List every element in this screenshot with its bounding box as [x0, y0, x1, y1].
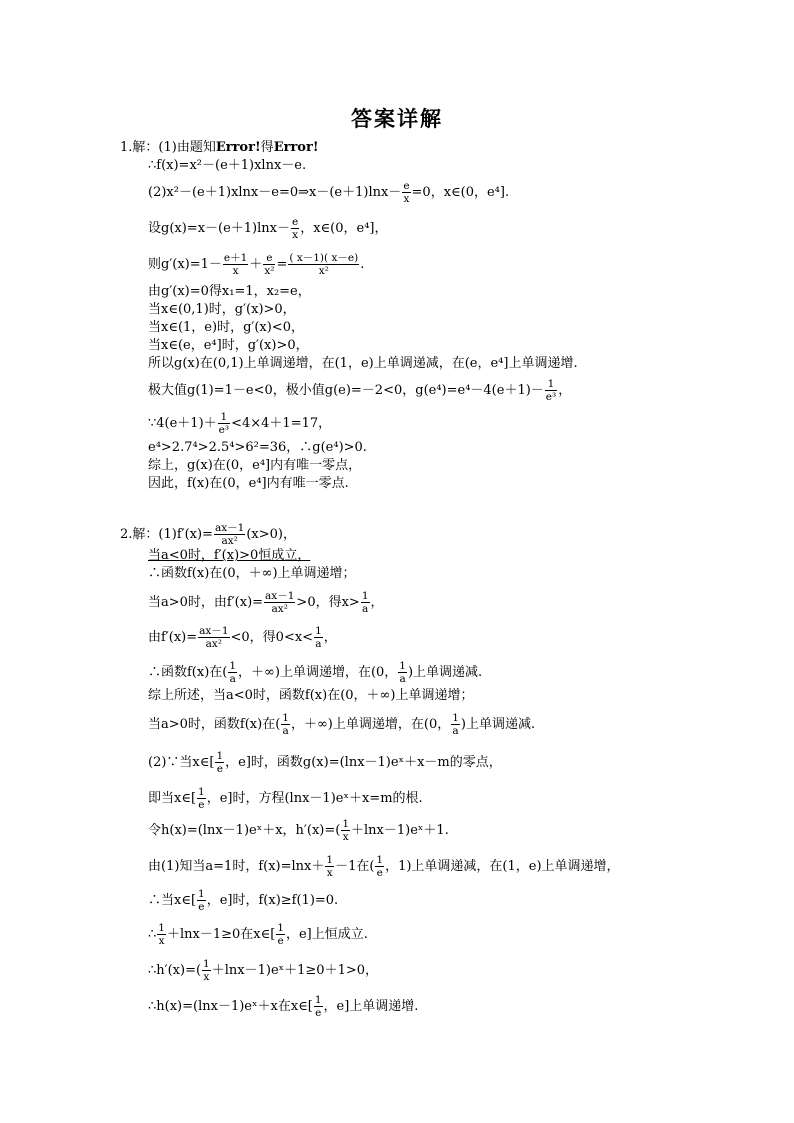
denominator: x — [342, 831, 349, 843]
page-title: 答案详解 — [351, 106, 443, 131]
denominator: e³ — [545, 391, 557, 403]
numerator: 1 — [158, 922, 165, 934]
denominator: e — [277, 935, 284, 947]
text: 当a>0时，函数f(x)在( — [148, 717, 281, 732]
text: ，e]时，函数g(x)=(lnx－1)eˣ＋x－m的零点， — [225, 755, 502, 770]
text: 令h(x)=(lnx－1)eˣ＋x，h′(x)=( — [148, 823, 341, 838]
denominator: a — [315, 638, 322, 650]
numerator: 1 — [277, 922, 284, 934]
denominator: a — [229, 673, 236, 685]
q1-line-7: 当x∈(0,1)时，g′(x)>0， — [148, 302, 296, 317]
denominator: x — [158, 935, 165, 947]
fraction — [263, 252, 275, 277]
error-text: Error! — [215, 140, 261, 155]
q1-line-12 — [148, 411, 331, 436]
text: ∴h(x)=(lnx－1)eˣ＋x在x∈[ — [148, 999, 313, 1014]
fraction — [402, 180, 410, 205]
fraction — [451, 712, 460, 737]
q2-line-15 — [148, 958, 378, 983]
numerator: 1 — [399, 660, 406, 672]
q2-line-4 — [148, 590, 384, 615]
q1-line-8: 当x∈(1，e)时，g′(x)<0， — [148, 320, 304, 335]
text: . — [360, 257, 365, 272]
text: )上单调递减. — [407, 665, 483, 680]
text: ， — [370, 595, 384, 610]
denominator: a — [362, 603, 369, 615]
denominator: x — [326, 867, 333, 879]
text: ，＋∞)上单调递增，在(0， — [238, 665, 398, 680]
text: 2.解：(1)f′(x)= — [120, 527, 213, 542]
fraction — [361, 590, 370, 615]
numerator: 1 — [203, 958, 210, 970]
numerator: 1 — [452, 712, 459, 724]
numerator: 1 — [376, 854, 384, 866]
fraction — [214, 522, 245, 547]
text: (x>0)， — [246, 527, 296, 542]
q2-line-8 — [148, 712, 535, 737]
numerator: 1 — [326, 854, 334, 866]
denominator: a — [399, 673, 406, 685]
text: ＋lnx－1)eˣ＋1. — [351, 823, 449, 838]
text: 得 — [260, 140, 274, 155]
numerator: 1 — [361, 590, 369, 602]
numerator: ax－1 — [214, 522, 245, 534]
numerator: ( x－1)( x－e) — [289, 252, 359, 264]
denominator: ax² — [271, 603, 288, 615]
text: 当a>0时，由f′(x)= — [148, 595, 264, 610]
text: (2)∵当x∈[ — [148, 755, 215, 770]
text: (2)x²－(e＋1)xlnx－e=0⇒x－(e＋1)lnx－ — [148, 185, 402, 200]
denominator: e³ — [218, 424, 230, 436]
numerator: 1 — [314, 994, 322, 1006]
q2-line-7: 综上所述，当a<0时，函数f(x)在(0，＋∞)上单调递增； — [148, 688, 474, 703]
text: >0，得x> — [296, 595, 360, 610]
fraction — [375, 854, 384, 879]
text: 即当x∈[ — [148, 791, 197, 806]
denominator: a — [282, 725, 289, 737]
denominator: e — [315, 1007, 322, 1019]
text: ∴ — [148, 927, 157, 942]
denominator: ax² — [221, 535, 238, 547]
text: ∴当x∈[ — [148, 893, 197, 908]
text: 由f′(x)= — [148, 630, 198, 645]
text: 1.解：(1)由题知 — [120, 140, 216, 155]
q2-line-12 — [148, 854, 620, 879]
fraction — [291, 216, 299, 241]
numerator: 1 — [315, 625, 322, 637]
text: ，x∈(0，e⁴]， — [300, 221, 388, 236]
q2-line-9 — [148, 750, 502, 775]
text: ＋lnx－1)eˣ＋1≥0＋1>0， — [211, 963, 379, 978]
q1-line-14: 综上，g(x)在(0，e⁴]内有唯一零点， — [148, 458, 362, 473]
denominator: e — [198, 799, 205, 811]
text: = — [276, 257, 288, 272]
numerator: 1 — [342, 818, 350, 830]
text: ，＋∞)上单调递增，在(0， — [290, 717, 451, 732]
fraction — [276, 922, 285, 947]
q1-line-9: 当x∈(e，e⁴]时，g′(x)>0， — [148, 338, 309, 353]
fraction — [264, 590, 295, 615]
text: ，e]时，方程(lnx－1)eˣ＋x=m的根. — [206, 791, 423, 806]
numerator: 1 — [198, 786, 205, 798]
text: <4×4＋1=17， — [231, 416, 332, 431]
q1-line-6: 由g′(x)=0得x₁=1，x₂=e， — [148, 284, 311, 299]
denominator: e — [198, 901, 205, 913]
q2-line-3: ∴函数f(x)在(0，＋∞)上单调递增； — [148, 566, 356, 581]
q2-line-6 — [148, 660, 482, 685]
denominator: e — [376, 867, 383, 879]
text: ＋ — [249, 257, 263, 272]
fraction — [314, 994, 323, 1019]
fraction — [288, 252, 359, 277]
fraction — [202, 958, 211, 983]
fraction — [398, 660, 407, 685]
q1-line-4 — [148, 216, 388, 241]
fraction — [228, 660, 237, 685]
numerator: 1 — [198, 888, 205, 900]
text: ＋lnx－1≥0在x∈[ — [166, 927, 276, 942]
fraction — [218, 411, 230, 436]
fraction — [325, 854, 334, 879]
denominator: x — [403, 193, 410, 205]
q1-line-11 — [148, 378, 571, 403]
numerator: 1 — [216, 750, 224, 762]
numerator: 1 — [545, 378, 557, 391]
text: =0，x∈(0，e⁴]. — [411, 185, 510, 200]
text: ∴函数f(x)在( — [148, 665, 228, 680]
fraction — [281, 712, 290, 737]
text: )上单调递减. — [460, 717, 536, 732]
q1-line-3 — [148, 180, 509, 205]
q1-line-2: ∴f(x)=x²－(e＋1)xlnx－e. — [148, 158, 307, 173]
text: ， — [323, 630, 337, 645]
numerator: e＋1 — [223, 252, 248, 264]
text: <0，得0<x< — [230, 630, 314, 645]
q1-line-13: e⁴>2.7⁴>2.5⁴>6²=36，∴g(e⁴)>0. — [148, 440, 367, 455]
numerator: e — [292, 216, 299, 228]
text: 由(1)知当a=1时，f(x)=lnx＋ — [148, 859, 325, 874]
denominator: x² — [264, 265, 275, 277]
numerator: 1 — [282, 712, 289, 724]
text: 当a<0时，f′(x)>0恒成立， — [148, 548, 311, 563]
text: ，e]上恒成立. — [285, 927, 368, 942]
denominator: x — [232, 265, 239, 277]
fraction — [341, 818, 350, 843]
fraction — [198, 625, 229, 650]
numerator: ax－1 — [199, 625, 229, 637]
text: 则g′(x)=1－ — [148, 257, 222, 272]
denominator: ax² — [205, 638, 223, 650]
fraction — [545, 378, 557, 403]
q2-line-2 — [148, 548, 310, 564]
text: ，1)上单调递减，在(1，e)上单调递增， — [385, 859, 620, 874]
text: ∴h′(x)=( — [148, 963, 202, 978]
text: ∵4(e＋1)＋ — [148, 416, 217, 431]
text: ，e]上单调递增. — [323, 999, 419, 1014]
q2-line-13 — [148, 888, 338, 913]
numerator: e — [403, 180, 410, 192]
numerator: 1 — [229, 660, 237, 672]
q1-line-1 — [120, 140, 319, 156]
q2-line-11 — [148, 818, 449, 843]
q2-line-10 — [148, 786, 423, 811]
denominator: x — [292, 229, 299, 241]
fraction — [157, 922, 166, 947]
denominator: a — [452, 725, 459, 737]
error-text: Error! — [273, 140, 319, 155]
fraction — [197, 888, 206, 913]
fraction — [197, 786, 206, 811]
q2-line-1 — [120, 522, 296, 547]
text: 设g(x)=x－(e＋1)lnx－ — [148, 221, 290, 236]
fraction — [223, 252, 248, 277]
denominator: x² — [318, 265, 329, 277]
denominator: e — [216, 763, 223, 775]
numerator: e — [263, 252, 275, 265]
q1-line-10: 所以g(x)在(0,1)上单调递增，在(1，e)上单调递减，在(e，e⁴]上单调递增. — [148, 356, 578, 371]
numerator: 1 — [218, 411, 230, 424]
text: ，e]时，f(x)≥f(1)=0. — [206, 893, 339, 908]
numerator: ax－1 — [265, 590, 295, 602]
text: 极大值g(1)=1－e<0，极小值g(e)=－2<0，g(e⁴)=e⁴－4(e＋1)－ — [148, 383, 544, 398]
fraction — [314, 625, 323, 650]
text: ， — [558, 383, 572, 398]
q1-line-5 — [148, 252, 364, 277]
q2-line-5 — [148, 625, 337, 650]
fraction — [215, 750, 224, 775]
q2-line-16 — [148, 994, 418, 1019]
q2-line-14 — [148, 922, 368, 947]
q1-line-15: 因此，f(x)在(0，e⁴]内有唯一零点. — [148, 476, 349, 491]
text: －1在( — [335, 859, 375, 874]
denominator: x — [203, 971, 210, 983]
